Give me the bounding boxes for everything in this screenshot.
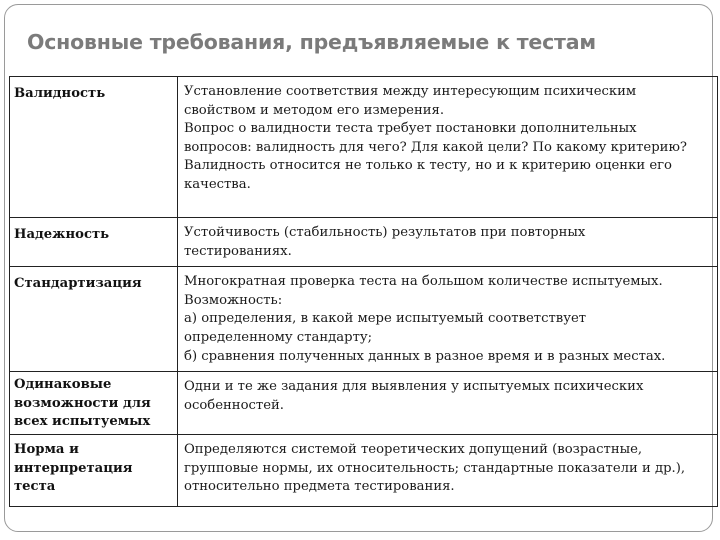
description-line: Устойчивость (стабильность) результатов при повторных [184,225,586,240]
description-line: групповые нормы, их относительность; стандартные показатели и др.), [184,460,686,476]
description-line: относительно предмета тестирования. [184,479,455,495]
description-cell [178,372,718,435]
table-row-norm-interpretation [10,435,718,507]
term-cell [10,218,178,267]
description-line: Вопрос о валидности теста требует постановки дополнительных [184,121,637,137]
description-line: Многократная проверка теста на большом количестве испытуемых. [184,274,663,290]
description-line: б) сравнения полученных данных в разное время и в разных местах. [184,348,666,364]
term-text: Стандартизация [14,276,142,292]
description-line: Валидность относится не только к тесту, но и к критерию оценки его [184,158,672,174]
description-cell [178,218,718,267]
term-cell [10,372,178,435]
description-line: Одни и те же задания для выявления у испытуемых психических [184,379,644,395]
term-cell [10,77,178,218]
term-text: Норма и [14,442,79,458]
description-line: Установление соответствия между интересующим психическим [184,84,637,99]
requirements-table [9,76,718,507]
description-cell [178,435,718,507]
table-row-standardization [10,267,718,372]
term-text: Надежность [14,227,110,242]
description-line: качества. [184,176,251,192]
table-row-validity [10,77,718,218]
term-text: интерпретация [14,460,133,476]
slide-title: Основные требования, предъявляемые к тестам [27,30,596,54]
description-line: тестированиях. [184,243,292,259]
description-line: вопросов: валидность для чего? Для какой цели? По какому критерию? [184,139,687,155]
term-text: Валидность [14,86,106,101]
description-line: определенному стандарту; [184,329,373,345]
term-text: Одинаковые [14,377,112,393]
description-line: Определяются системой теоретических допущений (возрастные, [184,442,643,458]
table-row-reliability [10,218,718,267]
term-text: теста [14,479,56,495]
term-cell [10,267,178,372]
description-line: особенностей. [184,397,284,413]
description-line: Возможность: [184,292,283,308]
term-cell [10,435,178,507]
description-line: а) определения, в какой мере испытуемый соответствует [184,311,587,327]
description-cell [178,77,718,218]
term-text: возможности для [14,395,151,411]
description-line: свойством и методом его измерения. [184,102,445,118]
table-row-equal-opportunities [10,372,718,435]
term-text: всех испытуемых [14,414,151,430]
description-cell [178,267,718,372]
